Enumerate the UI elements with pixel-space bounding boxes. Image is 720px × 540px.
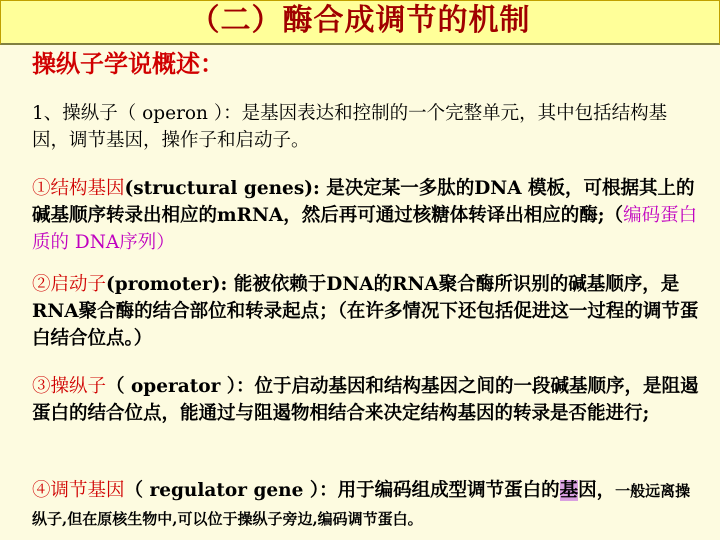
section-heading: 操纵子学说概述： — [32, 49, 224, 78]
structural-genes-text: (structural genes): 是决定某一多肽的DNA 模板，可根据其上的碱基顺序转录出相应的m — [32, 178, 695, 226]
structural-genes-term: ①结构基因 — [32, 178, 125, 199]
paragraph-regulator-gene — [32, 477, 702, 533]
regulator-gene-text-2: 因， — [578, 480, 616, 501]
page-title: （二）酶合成调节的机制 — [189, 3, 531, 38]
operator-term: ③操纵子 — [32, 376, 107, 397]
highlighted-char: 基 — [559, 480, 579, 501]
operon-text: 1、操纵子（ operon ）：是基因表达和控制的一个完整单元，其中包括结构基因，调节基因，操作子和启动子。 — [32, 103, 668, 151]
operator-text: （ operator ）：位于启动基因和结构基因之间的一段碱基顺序，是阻遏蛋白的结合位点，能通过与阻遏物相结合来决定结构基因的转录是否能进行; — [32, 376, 699, 424]
paragraph-structural-genes — [32, 175, 702, 256]
paragraph-operator — [32, 373, 702, 427]
promoter-text: (promoter): 能被依赖于DNA的RNA聚合酶所识别的碱基顺序，是RNA聚合酶的结合部位和转录起点；（在许多情况下还包括促进这一过程的调节蛋白结合位点。） — [32, 274, 699, 349]
structural-genes-text-2: RNA，然后再可通过核糖体转译出相应的酶;（ — [236, 205, 624, 226]
promoter-term: ②启动子 — [32, 274, 107, 295]
structural-genes-note: 编码蛋白质的 DNA序列） — [32, 205, 698, 253]
regulator-gene-text: （ regulator gene ）：用于编码组成型调节蛋白的 — [124, 480, 560, 501]
regulator-gene-term: ④调节基因 — [32, 480, 125, 501]
paragraph-promoter — [32, 271, 702, 352]
regulator-gene-note: 一般远离操纵子,但在原核生物中,可以位于操纵子旁边,编码调节蛋白。 — [32, 482, 691, 528]
paragraph-operon — [32, 100, 702, 154]
